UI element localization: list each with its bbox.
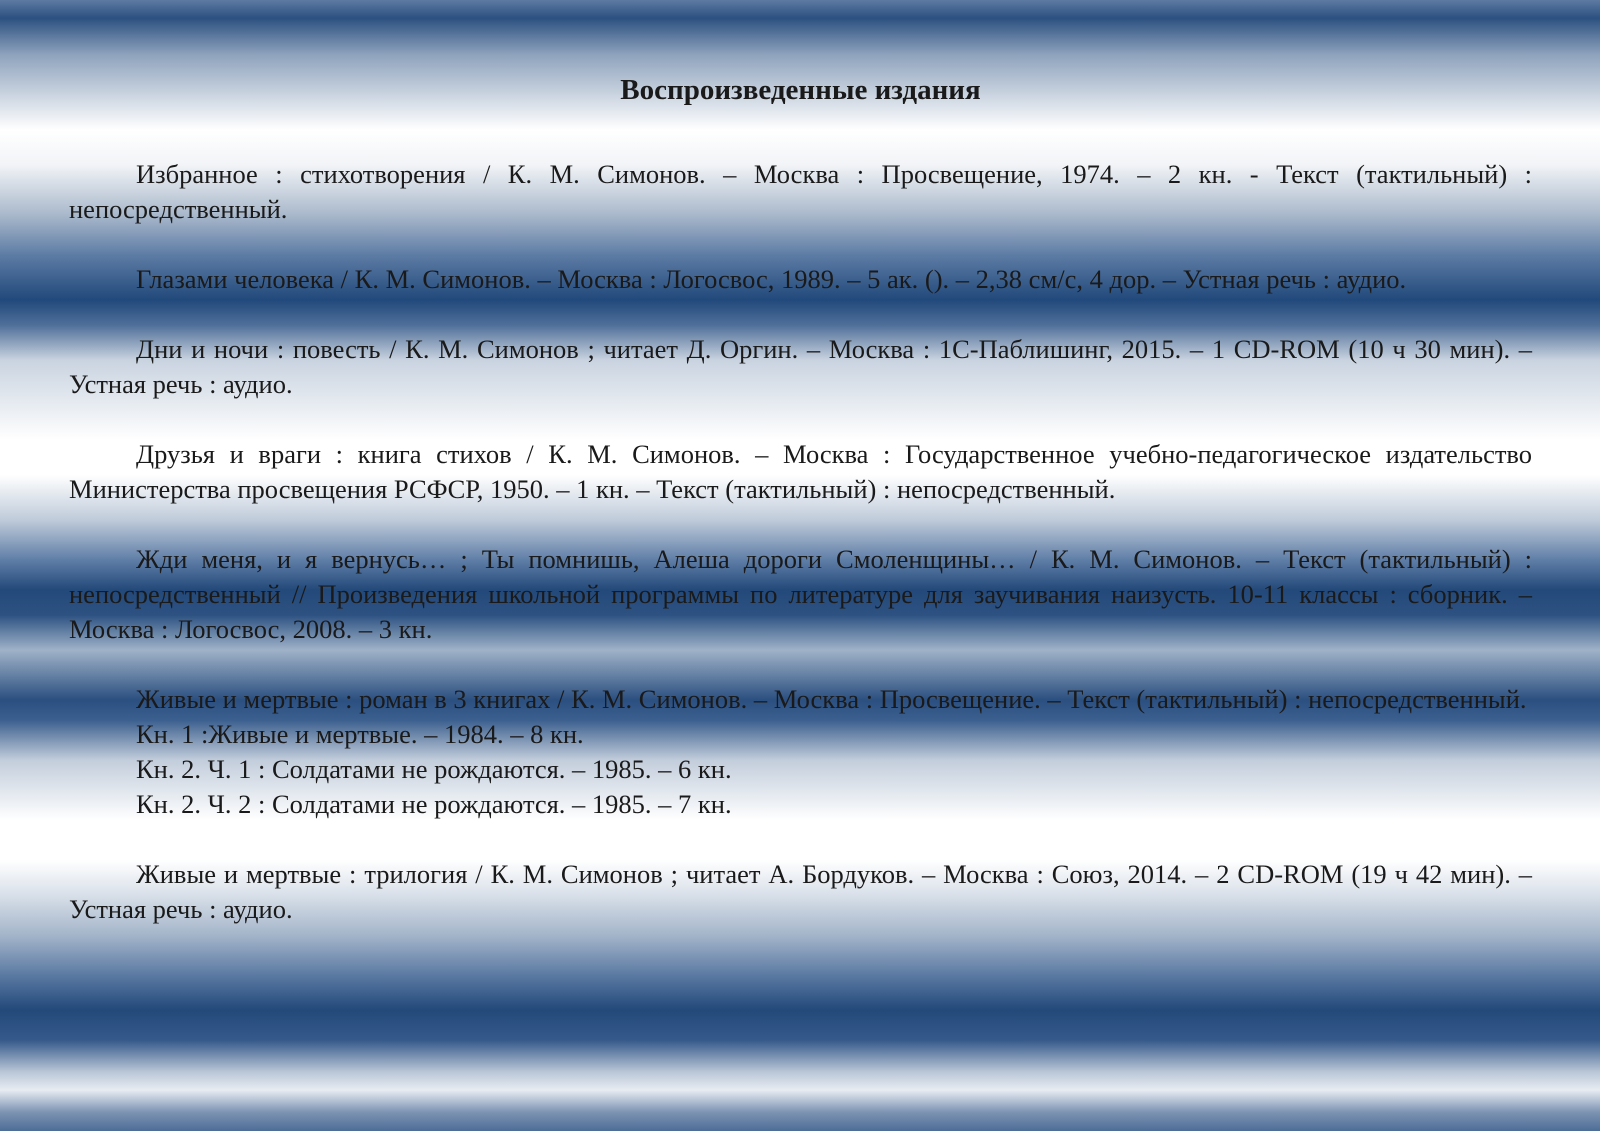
entry-text: Дни и ночи : повесть / К. М. Симонов ; читает Д. Оргин. – Москва : 1С-Паблишинг, 2015. – 1 CD-ROM (10 ч 30 мин). – Устная речь : аудио. bbox=[69, 334, 1532, 399]
entry-subitem-2: Кн. 2. Ч. 1 : Солдатами не рождаются. – 1985. – 6 кн. bbox=[136, 754, 732, 784]
bibliography-entry-7 bbox=[69, 857, 1532, 927]
entry-text: Друзья и враги : книга стихов / К. М. Симонов. – Москва : Государственное учебно-педагогическое издательство Министерства просвещения РСФСР, 1950. – 1 кн. – Текст (тактильный) : непосредственный. bbox=[69, 439, 1532, 504]
bibliography-entry-3 bbox=[69, 332, 1532, 402]
bibliography-entry-4 bbox=[69, 437, 1532, 507]
entry-subitem-1: Кн. 1 :Живые и мертвые. – 1984. – 8 кн. bbox=[136, 719, 584, 749]
entry-subitem-3: Кн. 2. Ч. 2 : Солдатами не рождаются. – 1985. – 7 кн. bbox=[136, 789, 732, 819]
document-content bbox=[69, 70, 1532, 962]
bibliography-entry-2 bbox=[69, 262, 1532, 297]
entry-text: Живые и мертвые : роман в 3 книгах / К. М. Симонов. – Москва : Просвещение. – Текст (тактильный) : непосредственный. bbox=[136, 684, 1527, 714]
bibliography-entry-1 bbox=[69, 157, 1532, 227]
entry-text: Глазами человека / К. М. Симонов. – Москва : Логосвос, 1989. – 5 ак. (). – 2,38 см/с, 4 дор. – Устная речь : аудио. bbox=[136, 264, 1407, 294]
bibliography-entry-6 bbox=[69, 682, 1532, 822]
entry-text: Живые и мертвые : трилогия / К. М. Симонов ; читает А. Бордуков. – Москва : Союз, 2014. – 2 CD-ROM (19 ч 42 мин). – Устная речь : аудио. bbox=[69, 859, 1532, 924]
entry-text: Жди меня, и я вернусь… ; Ты помнишь, Алеша дороги Смоленщины… / К. М. Симонов. – Текст (тактильный) : непосредственный // Произведения школьной программы по литературе для заучивания наизусть. 10-11 классы : сборник. – Москва : Логосвос, 2008. – 3 кн. bbox=[69, 544, 1532, 644]
page-title: Воспроизведенные издания bbox=[620, 74, 981, 106]
bibliography-entry-5 bbox=[69, 542, 1532, 647]
entry-text: Избранное : стихотворения / К. М. Симонов. – Москва : Просвещение, 1974. – 2 кн. - Текст (тактильный) : непосредственный. bbox=[69, 159, 1532, 224]
